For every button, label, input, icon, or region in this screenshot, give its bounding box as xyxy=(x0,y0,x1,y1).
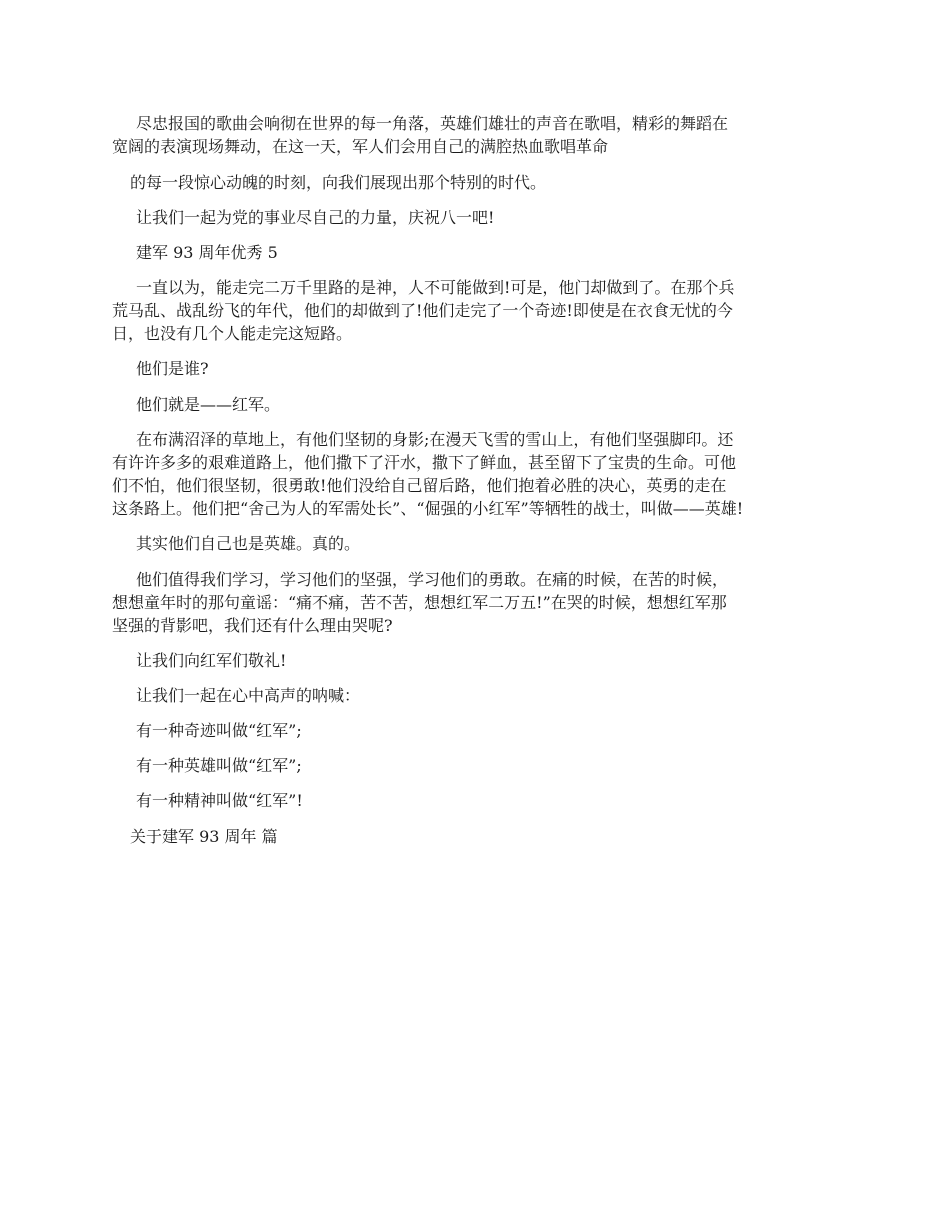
paragraph-line: 有一种奇迹叫做“红军”; xyxy=(136,721,302,740)
paragraph-line: 们不怕，他们很坚韧，很勇敢!他们没给自己留后路，他们抱着必胜的决心，英勇的走在 xyxy=(112,476,727,495)
paragraph-line: 的每一段惊心动魄的时刻，向我们展现出那个特别的时代。 xyxy=(130,173,547,192)
section-heading: 关于建军 93 周年 篇 xyxy=(130,827,278,846)
paragraph-line: 在布满沼泽的草地上，有他们坚韧的身影;在漫天飞雪的雪山上，有他们坚强脚印。还 xyxy=(136,430,734,449)
paragraph-line: 他们是谁? xyxy=(136,359,209,378)
paragraph-line: 有一种英雄叫做“红军”; xyxy=(136,756,302,775)
section-heading: 建军 93 周年优秀 5 xyxy=(136,243,278,262)
paragraph-line: 他们值得我们学习，学习他们的坚强，学习他们的勇敢。在痛的时候，在苦的时候， xyxy=(136,570,729,589)
paragraph-line: 日，也没有几个人能走完这短路。 xyxy=(112,324,353,343)
paragraph-line: 他们就是——红军。 xyxy=(136,395,281,414)
paragraph-line: 尽忠报国的歌曲会响彻在世界的每一角落，英雄们雄壮的声音在歌唱，精彩的舞蹈在 xyxy=(136,114,729,133)
paragraph-line: 坚强的背影吧，我们还有什么理由哭呢? xyxy=(112,616,393,635)
paragraph-line: 宽阔的表演现场舞动，在这一天，军人们会用自己的满腔热血歌唱革命 xyxy=(112,137,609,156)
paragraph-line: 让我们一起为党的事业尽自己的力量，庆祝八一吧! xyxy=(136,208,495,227)
paragraph-line: 有一种精神叫做“红军”! xyxy=(136,791,303,810)
paragraph-line: 有许许多多的艰难道路上，他们撒下了汗水，撒下了鲜血，甚至留下了宝贵的生命。可他 xyxy=(112,453,737,472)
paragraph-line: 让我们向红军们敬礼! xyxy=(136,651,287,670)
paragraph-line: 其实他们自己也是英雄。真的。 xyxy=(136,534,361,553)
paragraph-line: 一直以为，能走完二万千里路的是神，人不可能做到!可是，他门却做到了。在那个兵 xyxy=(136,278,735,297)
paragraph-line: 让我们一起在心中高声的呐喊： xyxy=(136,686,361,705)
paragraph-line: 想想童年时的那句童谣：“痛不痛，苦不苦，想想红军二万五!”在哭的时候，想想红军那 xyxy=(112,593,727,612)
paragraph-line: 这条路上。他们把“舍己为人的军需处长”、“倔强的小红军”等牺牲的战士，叫做——英雄! xyxy=(112,499,744,518)
paragraph-line: 荒马乱、战乱纷飞的年代，他们的却做到了!他们走完了一个奇迹!即使是在衣食无忧的今 xyxy=(112,301,733,320)
